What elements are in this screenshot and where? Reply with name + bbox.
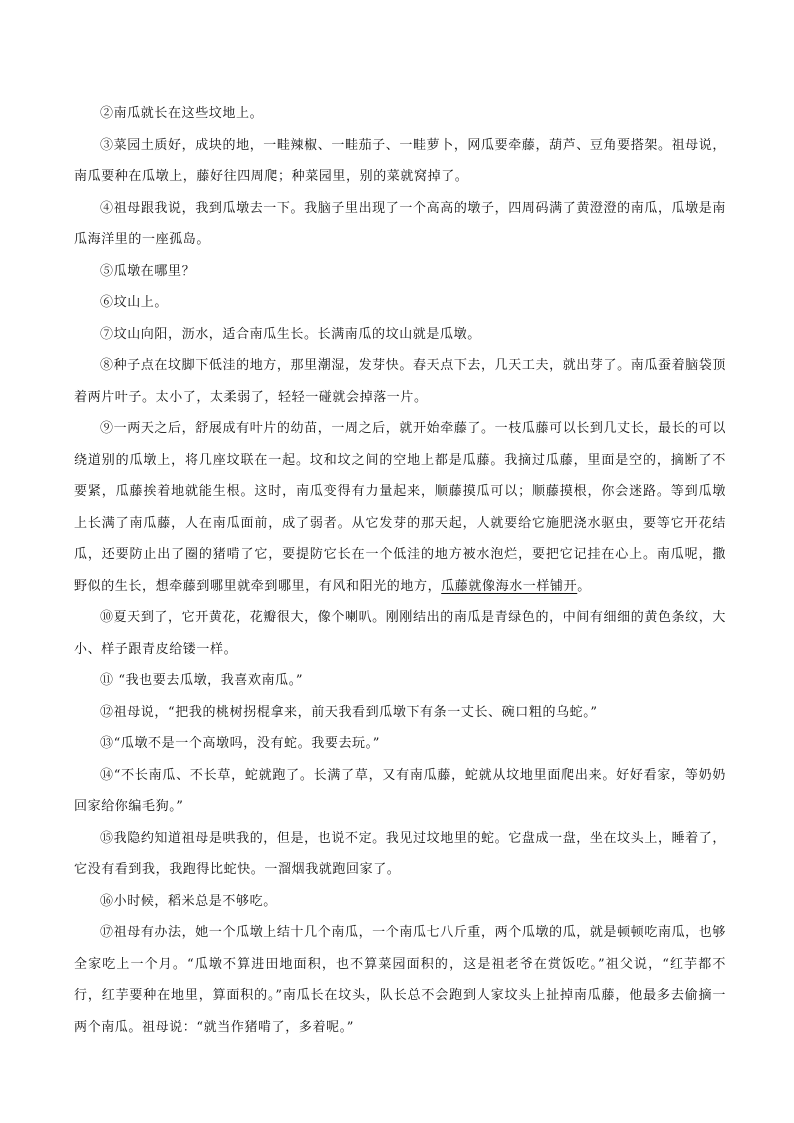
paragraph-2: ②南瓜就长在这些坟地上。 (100, 106, 264, 121)
paragraph-4: ④祖母跟我说，我到瓜墩去一下。我脑子里出现了一个高高的墩子，四周码满了黄澄澄的南瓜，瓜墩是南瓜海洋里的一座孤岛。 (74, 200, 726, 247)
paragraph-12: ⑫祖母说，“把我的桃树拐棍拿来，前天我看到瓜墩下有条一丈长、碗口粗的乌蛇。” (100, 704, 598, 720)
paragraph-3: ③菜园土质好，成块的地，一畦辣椒、一畦茄子、一畦萝卜，网瓜要牵藤，葫芦、豆角要搭架。祖母说，南瓜要种在瓜墩上，藤好往四周爬；种菜园里，别的菜就窝掉了。 (74, 137, 726, 184)
paragraph-14: ⑭“不长南瓜、不长草，蛇就跑了。长满了草，又有南瓜藤，蛇就从坟地里面爬出来。好好看家，等奶奶回家给你编毛狗。” (74, 767, 726, 814)
paragraph-6: ⑥坟山上。 (100, 295, 169, 310)
paragraph-9-text: ⑨一两天之后，舒展成有叶片的幼苗，一周之后，就开始牵藤了。一枝瓜藤可以长到几丈长，最长的可以绕道别的瓜墩上，将几座坟联在一起。坟和坟之间的空地上都是瓜藤。我摘过瓜藤，里面是空的，摘断了不要紧，瓜藤挨着地就能生根。这时，南瓜变得有力量起来，顺藤摸瓜可以；顺藤摸根，你会迷路。等到瓜墩上长满了南瓜藤，人在南瓜面前，成了弱者。从它发芽的那天起，人就要给它施肥浇水驱虫，要等它开花结瓜，还要防止出了圈的猪啃了它，要提防它长在一个低洼的地方被水泡烂，要把它记挂在心上。南瓜呢，撒野似的生长，想牵藤到哪里就牵到哪里，有风和阳光的地方， (74, 421, 726, 594)
paragraph-7: ⑦坟山向阳，沥水，适合南瓜生长。长满南瓜的坟山就是瓜墩。 (100, 326, 481, 342)
paragraph-10: ⑩夏天到了，它开黄花，花瓣很大，像个喇叭。刚刚结出的南瓜是青绿色的，中间有细细的黄色条纹，大小、样子跟青皮给镂一样。 (74, 610, 726, 657)
paragraph-9 (74, 413, 726, 602)
underlined-sentence: 瓜藤就像海水一样铺开 (441, 578, 578, 594)
paragraph-17: ⑰祖母有办法，她一个瓜墩上结十几个南瓜，一个南瓜七八斤重，两个瓜墩的瓜，就是顿顿吃南瓜，也够全家吃上一个月。“瓜墩不算进田地面积，也不算菜园面积的，这是祖老爷在赏饭吃。”祖父说，“红芋都不行，红芋要种在地里，算面积的。”南瓜长在坟头，队长总不会跑到人家坟头上扯掉南瓜藤，他最多去偷摘一两个南瓜。祖母说：“就当作猪啃了，多着呢。” (74, 925, 726, 1035)
paragraph-15: ⑮我隐约知道祖母是哄我的，但是，也说不定。我见过坟地里的蛇。它盘成一盘，坐在坟头上，睡着了，它没有看到我，我跑得比蛇快。一溜烟我就跑回家了。 (74, 830, 726, 877)
paragraph-9-end: 。 (577, 578, 591, 594)
paragraph-5: ⑤瓜墩在哪里？ (100, 263, 196, 279)
article-body (74, 98, 726, 1043)
paragraph-16: ⑯小时候，稻米总是不够吃。 (100, 893, 277, 909)
paragraph-11: ⑪ “我也要去瓜墩，我喜欢南瓜。” (100, 673, 304, 688)
paragraph-13: ⑬“瓜墩不是一个高墩吗，没有蛇。我要去玩。” (100, 736, 380, 751)
paragraph-8: ⑧种子点在坟脚下低洼的地方，那里潮湿，发芽快。春天点下去，几天工夫，就出芽了。南瓜蚕着脑袋顶着两片叶子。太小了，太柔弱了，轻轻一碰就会掉落一片。 (74, 358, 726, 405)
